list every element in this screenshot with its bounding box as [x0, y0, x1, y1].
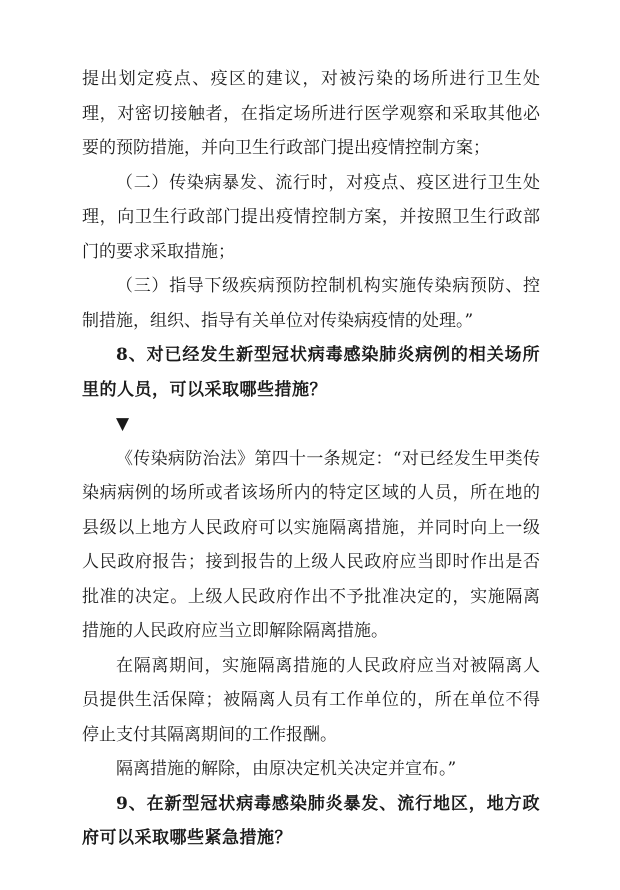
paragraph-isolation-release: 隔离措施的解除，由原决定机关决定并宣布。” [116, 759, 457, 779]
paragraph-item-three: （三）指导下级疾病预防控制机构实施传染病预防、控制措施，组织、指导有关单位对传染病疫情的处理。” [82, 276, 540, 331]
paragraph-item-two: （二）传染病暴发、流行时，对疫点、疫区进行卫生处理，向卫生行政部门提出疫情控制方案，并按照卫生行政部门的要求采取措施； [82, 172, 540, 262]
document-body [82, 62, 540, 856]
down-triangle-icon: ▼ [116, 414, 130, 434]
question-9-heading: 9、在新型冠状病毒感染肺炎暴发、流行地区，地方政府可以采取哪些紧急措施？ [82, 793, 540, 848]
paragraph-control-plan: 提出划定疫点、疫区的建议，对被污染的场所进行卫生处理，对密切接触者，在指定场所进行医学观察和采取其他必要的预防措施，并向卫生行政部门提出疫情控制方案； [82, 69, 540, 158]
paragraph-isolation-support: 在隔离期间，实施隔离措施的人民政府应当对被隔离人员提供生活保障；被隔离人员有工作单位的，所在单位不得停止支付其隔离期间的工作报酬。 [82, 655, 540, 745]
question-8-heading: 8、对已经发生新型冠状病毒感染肺炎病例的相关场所里的人员，可以采取哪些措施？ [82, 345, 540, 400]
paragraph-article-41: 《传染病防治法》第四十一条规定：“对已经发生甲类传染病病例的场所或者该场所内的特定区域的人员，所在地的县级以上地方人民政府可以实施隔离措施，并同时向上一级人民政府报告；接到报告的上级人民政府应当即时作出是否批准的决定。上级人民政府作出不予批准决定的，实施隔离措施的人民政府应当立即解除隔离措施。 [82, 448, 540, 641]
